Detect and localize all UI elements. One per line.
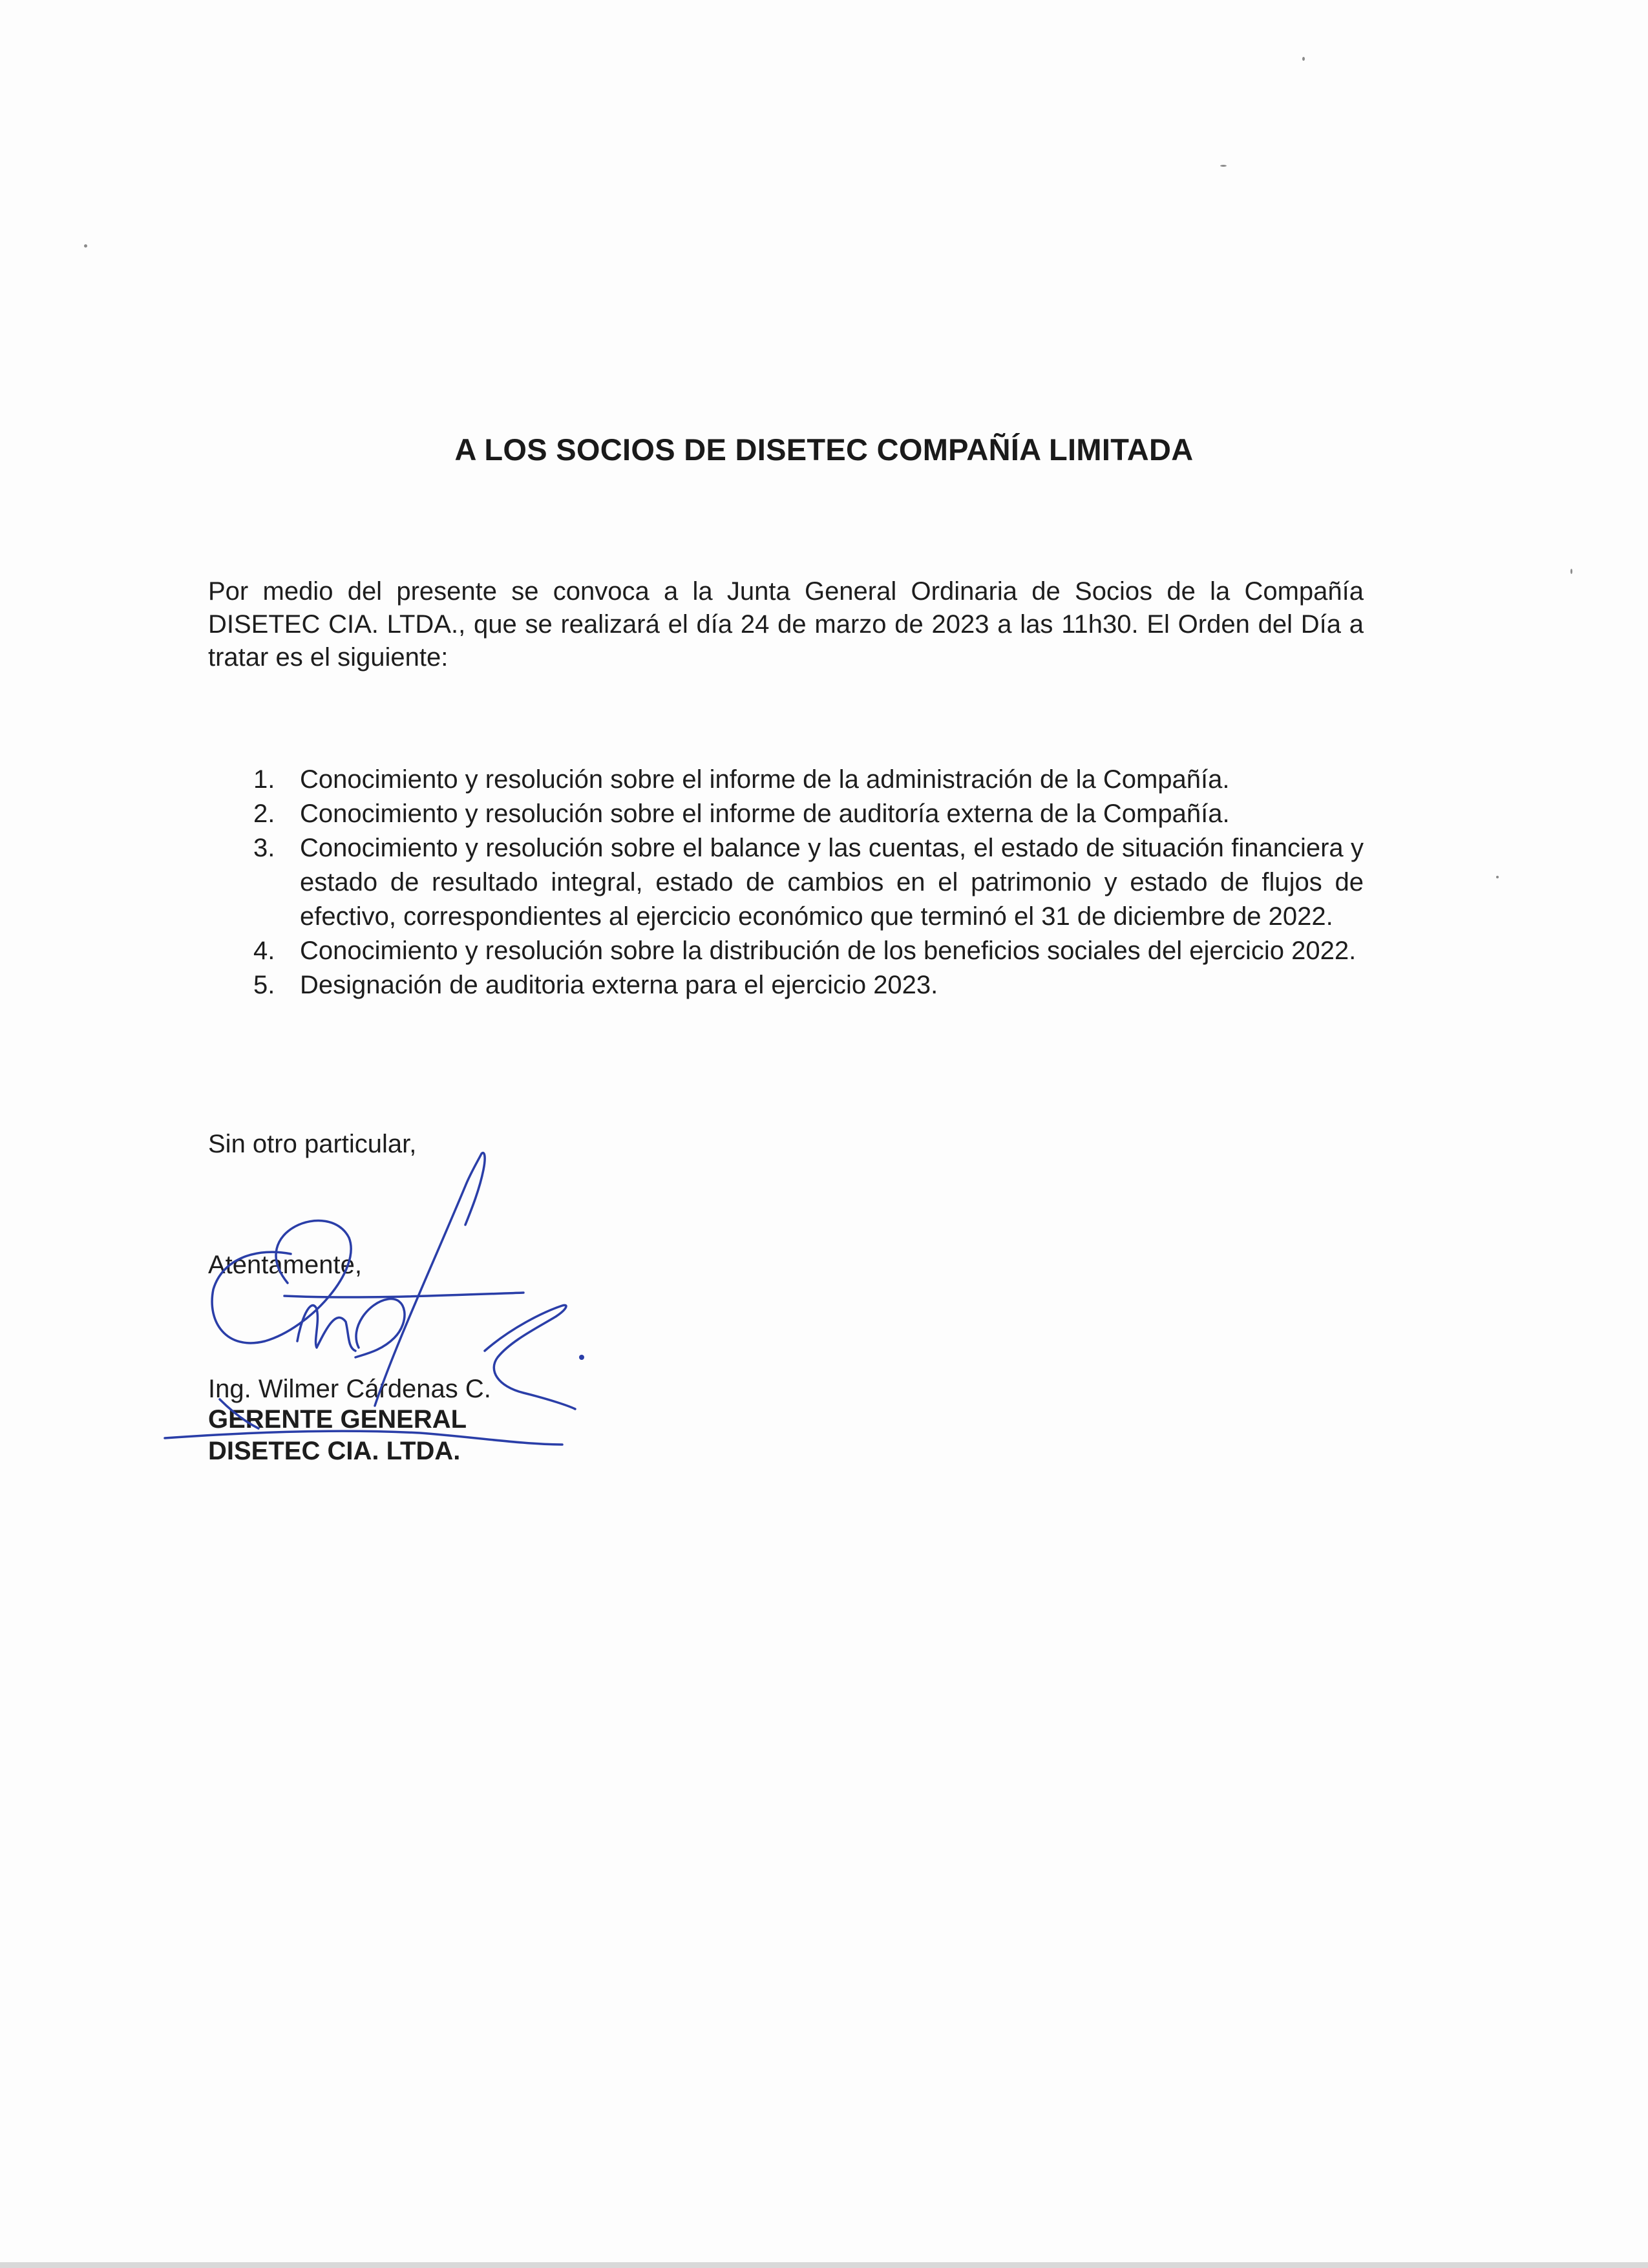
agenda-item-text: Conocimiento y resolución sobre el informe de auditoría externa de la Compañía. xyxy=(300,800,1230,828)
signer-name: Ing. Wilmer Cárdenas C. xyxy=(208,1375,491,1403)
agenda-item-number: 5. xyxy=(253,971,275,999)
scan-bottom-edge xyxy=(0,2262,1648,2268)
closing-line: Sin otro particular, xyxy=(208,1130,417,1158)
agenda-item-text: Conocimiento y resolución sobre la distribución de los beneficios sociales del ejercicio 2022. xyxy=(300,937,1357,965)
document-title: A LOS SOCIOS DE DISETEC COMPAÑÍA LIMITADA xyxy=(454,432,1194,467)
agenda-item-text: Conocimiento y resolución sobre el informe de la administración de la Compañía. xyxy=(300,765,1230,794)
agenda-item xyxy=(208,831,1364,934)
regards-line: Atentamente, xyxy=(208,1251,362,1279)
agenda-item-number: 3. xyxy=(253,834,275,862)
signer-company: DISETEC CIA. LTDA. xyxy=(208,1437,461,1465)
agenda-item-number: 2. xyxy=(253,800,275,828)
agenda-item-text: Conocimiento y resolución sobre el balance y las cuentas, el estado de situación financiera y estado de resultado integral, estado de cambios en el patrimonio y estado de flujos de efectivo, correspondientes al ejercicio económico que terminó el 31 de diciembre de 2022. xyxy=(300,834,1364,931)
scan-speck xyxy=(1570,569,1572,574)
agenda-item xyxy=(208,968,1364,1002)
scan-speck xyxy=(1496,876,1499,878)
signature-icon xyxy=(162,1134,614,1457)
agenda-item xyxy=(208,797,1364,831)
scan-speck xyxy=(84,244,87,248)
agenda-item-number: 4. xyxy=(253,937,275,965)
agenda-item-text: Designación de auditoria externa para el ejercicio 2023. xyxy=(300,971,938,999)
agenda-item xyxy=(208,763,1364,797)
agenda-item xyxy=(208,934,1364,968)
intro-paragraph: Por medio del presente se convoca a la Junta General Ordinaria de Socios de la Compañía DISETEC CIA. LTDA., que se realizará el día 24 de marzo de 2023 a las 11h30. El Orden del Día a tratar es el siguiente: xyxy=(208,577,1364,672)
scan-speck xyxy=(1220,165,1227,167)
agenda-list xyxy=(208,763,1364,1002)
agenda-item-number: 1. xyxy=(253,765,275,794)
signer-role: GERENTE GENERAL xyxy=(208,1405,467,1434)
scan-speck xyxy=(1302,57,1305,61)
